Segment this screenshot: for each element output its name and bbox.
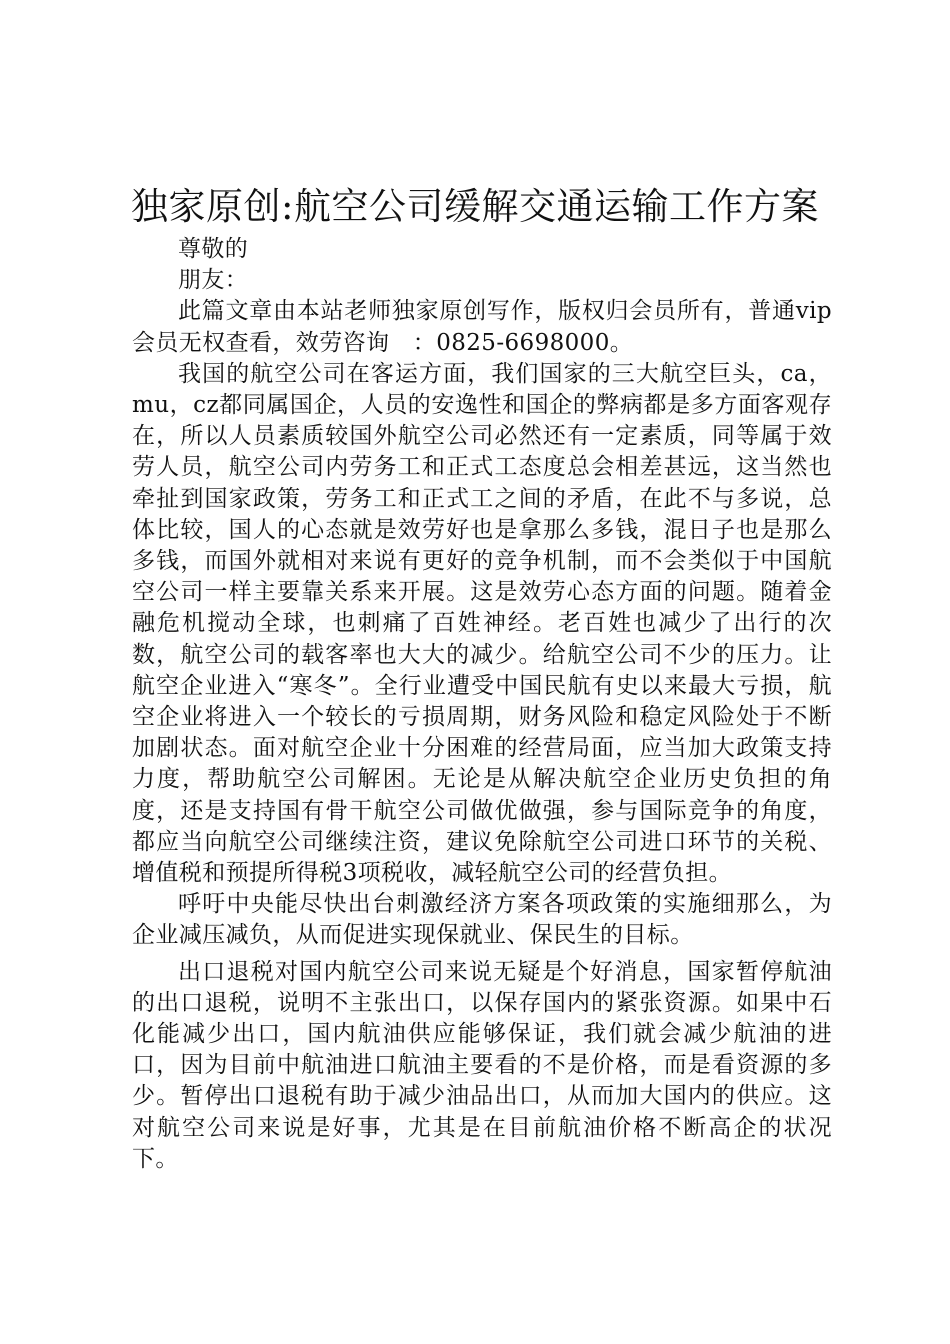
paragraph-airline-service: 我国的航空公司在客运方面，我们国家的三大航空巨头，ca，mu，cz都同属国企，人员的安逸性和国企的弊病都是多方面客观存在，所以人员素质较国外航空公司必然还有一定素质，同等属于效劳人员，航空公司内劳务工和正式工态度总会相差甚远，这当然也牵扯到国家政策，劳务工和正式工之间的矛盾，在此不与多说，总体比较，国人的心态就是效劳好也是拿那么多钱，混日子也是那么多钱，而国外就相对来说有更好的竞争机制，而不会类似于中国航空公司一样主要靠关系来开展。这是效劳心态方面的问题。随着金融危机搅动全球，也刺痛了百姓神经。老百姓也减少了出行的次数，航空公司的载客率也大大的减少。给航空公司不少的压力。让航空企业进入“寒冬”。全行业遭受中国民航有史以来最大亏损，航空企业将进入一个较长的亏损周期，财务风险和稳定风险处于不断加剧状态。面对航空企业十分困难的经营局面，应当加大政策支持力度，帮助航空公司解困。无论是从解决航空企业历史负担的角度，还是支持国有骨干航空公司做优做强，参与国际竞争的角度，都应当向航空公司继续注资，建议免除航空公司进口环节的关税、增值税和预提所得税3项税收，减轻航空公司的经营负担。 — [132, 360, 832, 887]
paragraph-copyright-notice: 此篇文章由本站老师独家原创写作，版权归会员所有，普通vip会员无权查看，效劳咨询 ：0825-6698000。 — [132, 298, 832, 356]
paragraph-export-rebate: 出口退税对国内航空公司来说无疑是个好消息，国家暂停航油的出口退税，说明不主张出口，以保存国内的紧张资源。如果中石化能减少出口，国内航油供应能够保证，我们就会减少航油的进口，因为目前中航油进口航油主要看的不是价格，而是看资源的多少。暂停出口退税有助于减少油品出口，从而加大国内的供应。这对航空公司来说是好事，尤其是在目前航油价格不断高企的状况下。 — [132, 958, 832, 1172]
document-title: 独家原创:航空公司缓解交通运输工作方案 — [131, 185, 819, 228]
paragraph-policy-appeal: 呼吁中央能尽快出台刺激经济方案各项政策的实施细那么，为企业减压减负，从而促进实现保就业、保民生的目标。 — [132, 891, 832, 949]
salutation-line-2: 朋友： — [178, 267, 249, 294]
document-body — [132, 234, 832, 1175]
salutation-line-1: 尊敬的 — [178, 236, 249, 262]
